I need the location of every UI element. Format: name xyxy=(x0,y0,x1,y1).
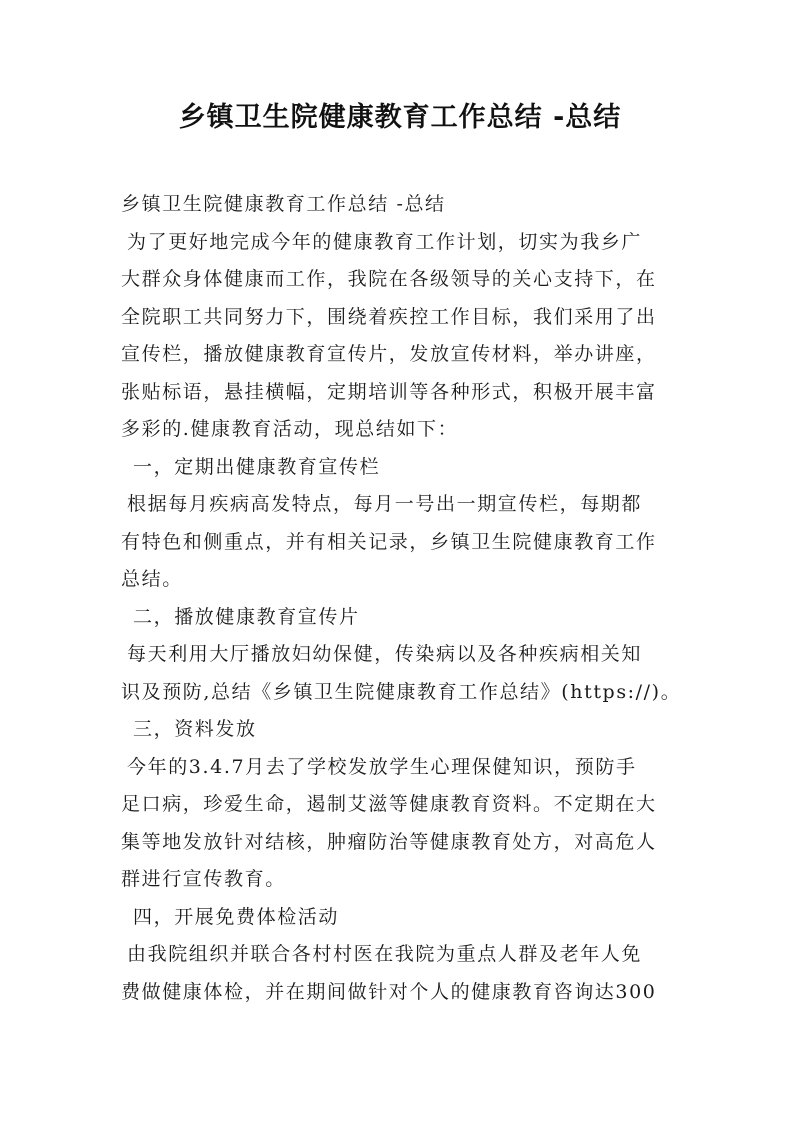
paragraph-line: 识及预防,总结《乡镇卫生院健康教育工作总结》(https://)。 xyxy=(121,680,682,703)
paragraph-line: 总结。 xyxy=(121,568,183,590)
paragraph-line: 张贴标语，悬挂横幅，定期培训等各种形式，积极开展丰富 xyxy=(121,380,657,403)
section-heading: 三，资料发放 xyxy=(133,718,257,740)
document-title: 乡镇卫生院健康教育工作总结 -总结 xyxy=(178,102,622,133)
paragraph-line: 宣传栏，播放健康教育宣传片，发放宣传材料，举办讲座， xyxy=(121,343,657,365)
paragraph-line: 由我院组织并联合各村村医在我院为重点人群及老年人免 xyxy=(127,943,643,965)
document-body xyxy=(121,186,687,1011)
paragraph-line: 每天利用大厅播放妇幼保健，传染病以及各种疾病相关知 xyxy=(127,643,643,665)
subtitle-line: 乡镇卫生院健康教育工作总结 -总结 xyxy=(121,193,446,215)
paragraph-line: 有特色和侧重点，并有相关记录，乡镇卫生院健康教育工作 xyxy=(121,530,657,553)
paragraph-line: 足口病，珍爱生命，遏制艾滋等健康教育资料。不定期在大 xyxy=(121,793,657,815)
paragraph-line: 今年的3.4.7月去了学校发放学生心理保健知识，预防手 xyxy=(127,755,637,778)
paragraph-line: 集等地发放针对结核，肿瘤防治等健康教育处方，对高危人 xyxy=(121,830,657,853)
paragraph-line: 为了更好地完成今年的健康教育工作计划，切实为我乡广 xyxy=(127,230,643,253)
section-heading: 四，开展免费体检活动 xyxy=(133,905,340,928)
paragraph-line: 根据每月疾病高发特点，每月一号出一期宣传栏，每期都 xyxy=(127,493,643,515)
paragraph-line: 费做健康体检，并在期间做针对个人的健康教育咨询达300 xyxy=(121,980,657,1003)
paragraph-line: 全院职工共同努力下，围绕着疾控工作目标，我们采用了出 xyxy=(121,305,657,328)
paragraph-line: 大群众身体健康而工作，我院在各级领导的关心支持下，在 xyxy=(121,268,657,290)
paragraph-line: 多彩的.健康教育活动，现总结如下： xyxy=(121,418,459,440)
section-heading: 一，定期出健康教育宣传栏 xyxy=(133,455,381,478)
section-heading: 二，播放健康教育宣传片 xyxy=(133,605,360,628)
paragraph-line: 群进行宣传教育。 xyxy=(121,868,286,890)
